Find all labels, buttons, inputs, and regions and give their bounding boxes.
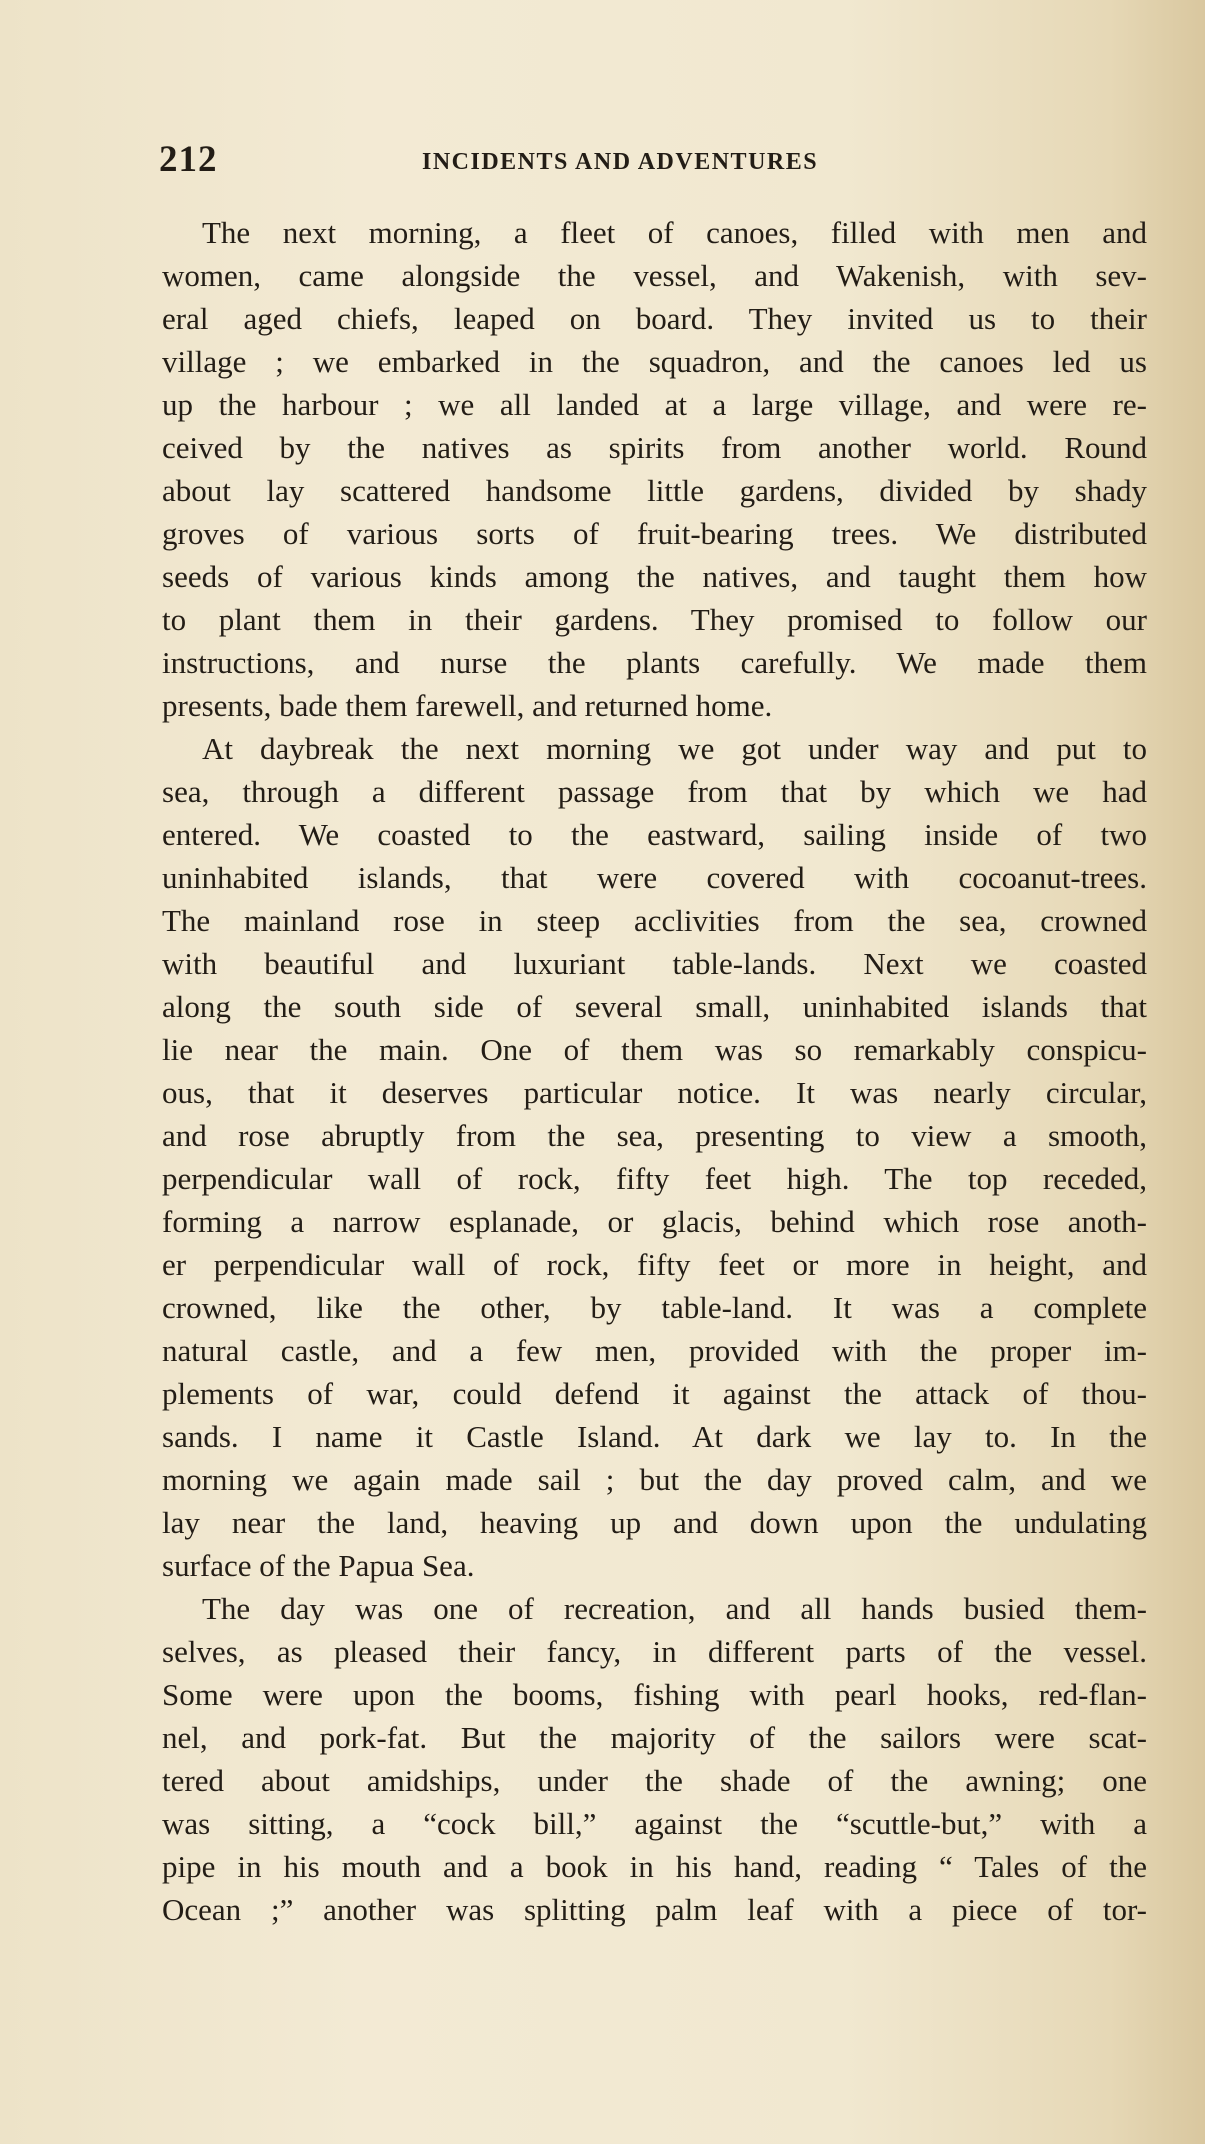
text-line: surface of the Papua Sea. <box>162 1548 475 1583</box>
text-line: plements of war, could defend it against the attack of thou- <box>162 1376 1147 1411</box>
text-line: with beautiful and luxuriant table-lands. Next we coasted <box>162 946 1147 981</box>
text-line: entered. We coasted to the eastward, sailing inside of two <box>162 817 1147 852</box>
text-line: instructions, and nurse the plants carefully. We made them <box>162 645 1147 680</box>
text-line: lay near the land, heaving up and down upon the undulating <box>162 1505 1147 1540</box>
text-line: and rose abruptly from the sea, presenting to view a smooth, <box>162 1118 1147 1153</box>
text-line: ous, that it deserves particular notice. It was nearly circular, <box>162 1075 1147 1110</box>
text-line: about lay scattered handsome little gardens, divided by shady <box>162 473 1147 508</box>
text-line: natural castle, and a few men, provided with the proper im- <box>162 1333 1147 1368</box>
text-line: The day was one of recreation, and all hands busied them- <box>202 1591 1147 1626</box>
text-line: nel, and pork-fat. But the majority of the sailors were scat- <box>162 1720 1147 1755</box>
text-line: sea, through a different passage from that by which we had <box>162 774 1147 809</box>
text-line: Ocean ;” another was splitting palm leaf with a piece of tor- <box>162 1892 1147 1927</box>
page-header <box>159 138 939 188</box>
text-line: selves, as pleased their fancy, in different parts of the vessel. <box>162 1634 1147 1669</box>
text-line: eral aged chiefs, leaped on board. They invited us to their <box>162 301 1147 336</box>
text-line: sands. I name it Castle Island. At dark we lay to. In the <box>162 1419 1147 1454</box>
text-line: Some were upon the booms, fishing with pearl hooks, red-flan- <box>162 1677 1147 1712</box>
text-line: groves of various sorts of fruit-bearing trees. We distributed <box>162 516 1147 551</box>
text-line: At daybreak the next morning we got under way and put to <box>202 731 1147 766</box>
text-line: lie near the main. One of them was so remarkably conspicu- <box>162 1032 1147 1067</box>
text-line: women, came alongside the vessel, and Wakenish, with sev- <box>162 258 1147 293</box>
text-line: perpendicular wall of rock, fifty feet high. The top receded, <box>162 1161 1147 1196</box>
text-line: crowned, like the other, by table-land. It was a complete <box>162 1290 1147 1325</box>
text-line: seeds of various kinds among the natives, and taught them how <box>162 559 1147 594</box>
body-text <box>162 211 1147 1931</box>
text-line: The mainland rose in steep acclivities from the sea, crowned <box>162 903 1147 938</box>
text-line: to plant them in their gardens. They promised to follow our <box>162 602 1147 637</box>
text-line: tered about amidships, under the shade of the awning; one <box>162 1763 1147 1798</box>
text-line: pipe in his mouth and a book in his hand, reading “ Tales of the <box>162 1849 1147 1884</box>
text-line: uninhabited islands, that were covered with cocoanut-trees. <box>162 860 1147 895</box>
running-title: INCIDENTS AND ADVENTURES <box>422 149 819 175</box>
text-line: presents, bade them farewell, and returned home. <box>162 688 773 723</box>
page-number: 212 <box>159 139 218 180</box>
text-line: morning we again made sail ; but the day proved calm, and we <box>162 1462 1147 1497</box>
text-line: The next morning, a fleet of canoes, filled with men and <box>202 215 1147 250</box>
text-line: forming a narrow esplanade, or glacis, behind which rose anoth- <box>162 1204 1147 1239</box>
text-line: village ; we embarked in the squadron, and the canoes led us <box>162 344 1147 379</box>
text-line: er perpendicular wall of rock, fifty feet or more in height, and <box>162 1247 1147 1282</box>
text-line: up the harbour ; we all landed at a large village, and were re- <box>162 387 1147 422</box>
text-line: was sitting, a “cock bill,” against the “scuttle-but,” with a <box>162 1806 1147 1841</box>
text-line: along the south side of several small, uninhabited islands that <box>162 989 1147 1024</box>
text-line: ceived by the natives as spirits from another world. Round <box>162 430 1147 465</box>
